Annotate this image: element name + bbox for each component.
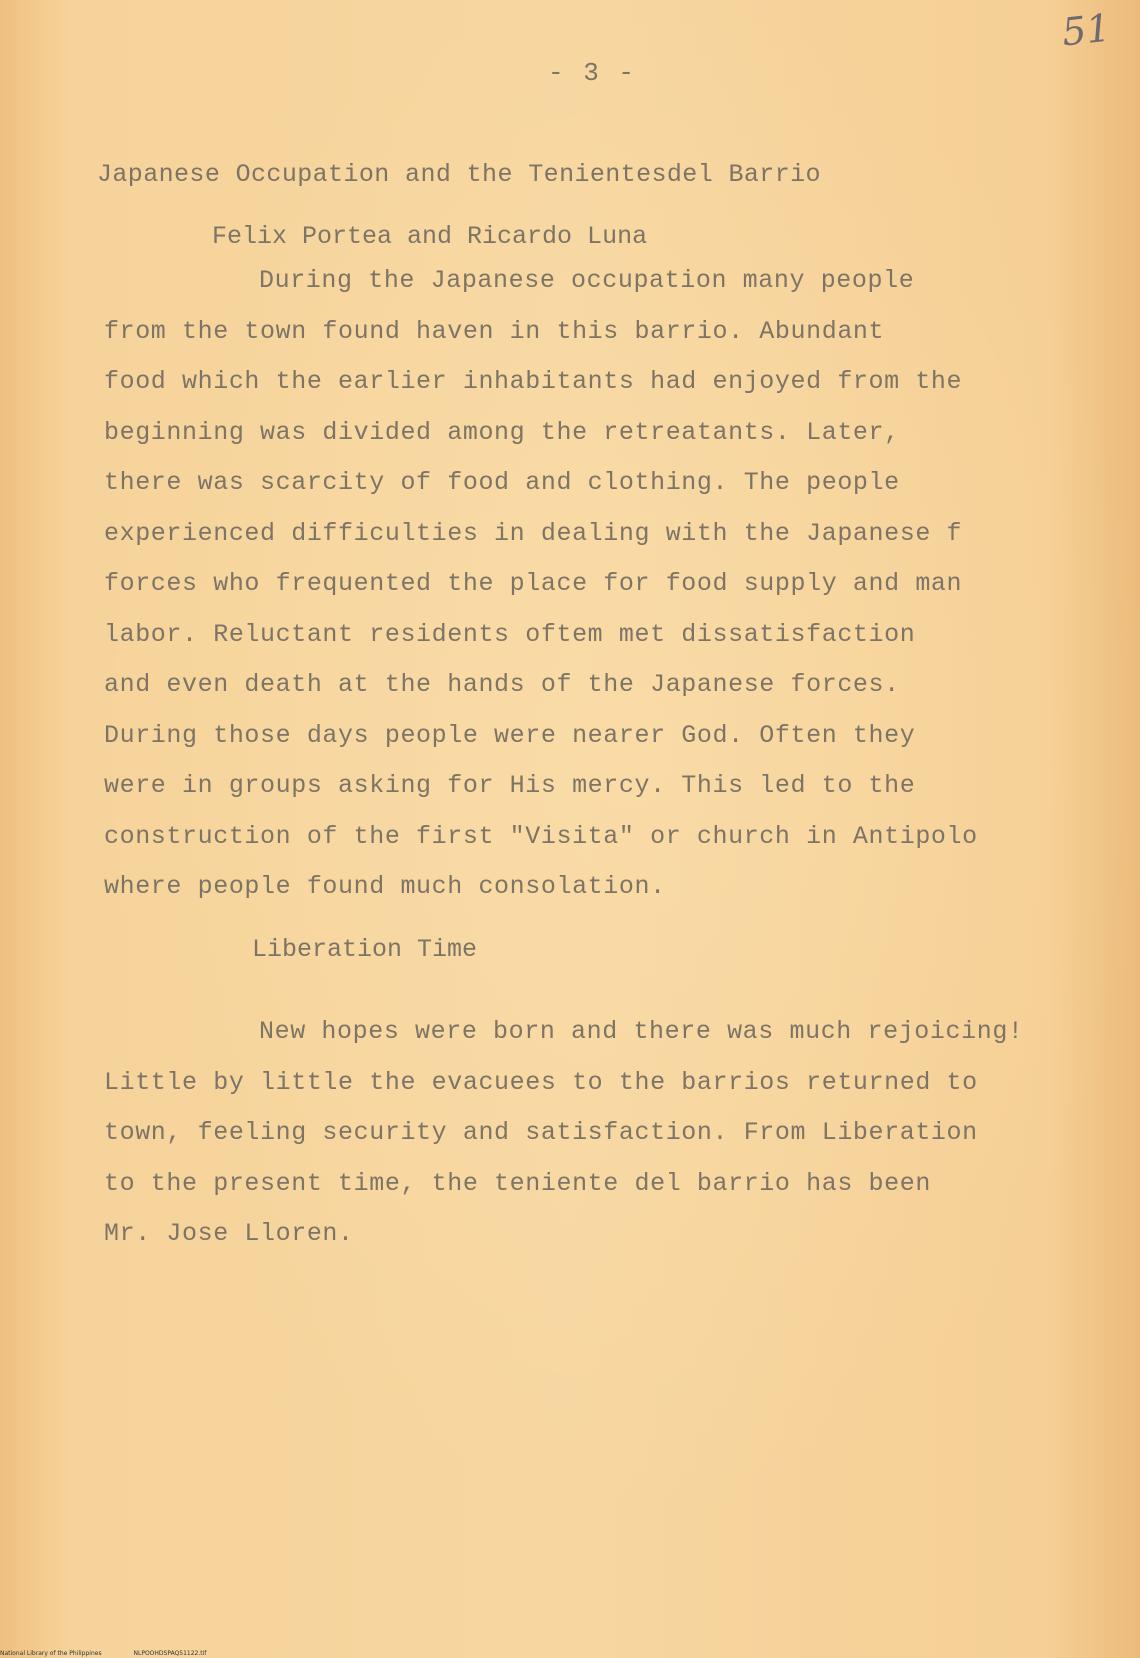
paragraph-line: experienced difficulties in dealing with the Japanese f <box>104 518 963 548</box>
section-heading-liberation: Liberation Time <box>252 935 478 964</box>
paragraph-line: During those days people were nearer God. Often they <box>104 720 916 750</box>
handwritten-page-number: 51 <box>1059 5 1113 55</box>
page-number: - 3 - <box>548 58 637 88</box>
paragraph-line: and even death at the hands of the Japanese forces. <box>104 670 900 699</box>
paragraph-line: to the present time, the teniente del barrio has been <box>104 1168 931 1198</box>
paragraph-line: Little by little the evacuees to the barrios returned to <box>104 1067 978 1097</box>
authors-line: Felix Portea and Ricardo Luna <box>212 222 648 251</box>
paragraph-line: food which the earlier inhabitants had enjoyed from the <box>104 367 963 396</box>
section-title: Japanese Occupation and the Tenientesdel Barrio <box>97 160 821 189</box>
paragraph-line: town, feeling security and satisfaction. From Liberation <box>104 1118 978 1147</box>
paragraph-line: beginning was divided among the retreatants. Later, <box>104 417 900 447</box>
paragraph-line: from the town found haven in this barrio. Abundant <box>104 316 885 346</box>
paragraph-line: New hopes were born and there was much rejoicing! <box>259 1017 1024 1046</box>
scan-footer <box>0 1650 236 1657</box>
paragraph-line: construction of the first "Visita" or church in Antipolo <box>104 821 978 851</box>
footer-file-id: NLPOOHDSPAQ51122.tif <box>133 1650 207 1657</box>
paragraph-line: were in groups asking for His mercy. This led to the <box>104 771 916 800</box>
paragraph-occupation <box>104 256 1024 913</box>
paragraph-liberation <box>104 1007 1024 1260</box>
paragraph-line: there was scarcity of food and clothing. The people <box>104 468 900 497</box>
paragraph-line: forces who frequented the place for food supply and man <box>104 569 963 598</box>
footer-library: National Library of the Philippines <box>0 1650 102 1657</box>
paragraph-line: During the Japanese occupation many people <box>259 266 915 295</box>
paragraph-line: Mr. Jose Lloren. <box>104 1219 354 1248</box>
paragraph-line: where people found much consolation. <box>104 872 666 901</box>
paragraph-line: labor. Reluctant residents oftem met dissatisfaction <box>104 619 916 649</box>
